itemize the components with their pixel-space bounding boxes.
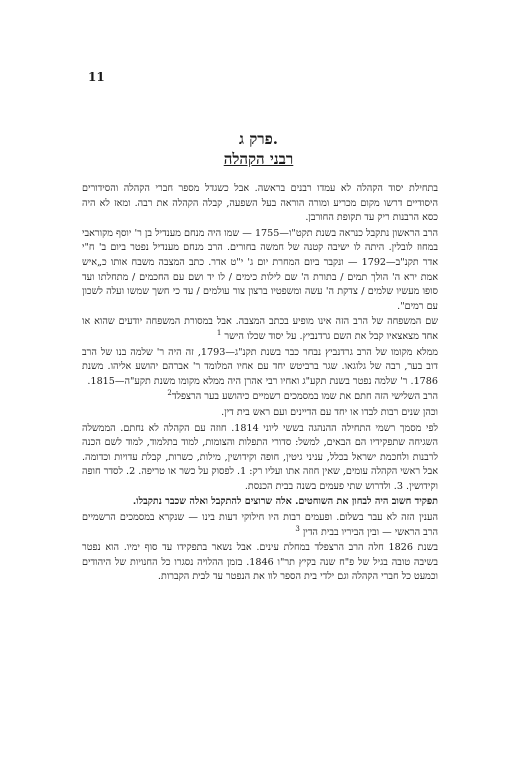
paragraph-text: הרב השלישי הזה חתם את שמו במסמכים רשמיים כיהושע בער הרצפלד [171, 391, 438, 403]
paragraph-text: ממלא מקומו של הרב גרדנביץ נבחר כבר בשנת תקנ"ג—1793, זה היה ר' שלמה בנו של הרב דוב בער, רבה של גלוגאו. שגר ברביטש יחד עם אחיו המלומד ר' אברהם יהושע אליהו. משנת 1786. ר' שלמה נפטר בשנת תקע"ג ואחיו רבי אהרן היה ממלא מקומו משנת תקע"ה—1815. [82, 346, 438, 387]
chapter-subtitle: רבני הקהלה [223, 150, 294, 168]
footnote-marker: 1 [216, 328, 222, 337]
paragraph-text: שם המשפחה של הרב הזה אינו מופיע בכתב המצבה. אבל במסורת המשפחה יודעים שהוא או אחד מצאצאיו קבל את השם גרדנביץ. על יסוד שכלו הישר [82, 316, 438, 342]
page-number: 11 [88, 70, 105, 84]
paragraph [82, 495, 438, 510]
paragraph-text: לפי מסמך רשמי התחילה ההנהגה בששי ליוני 1814. חוזה עם הקהלה לא נחתם. הממשלה השגיחה שתפקידיו הם הבאים, למשל: סדורי התפלות והצומות, למוד בתלמוד, למוד לשם הכנה לרבנות ולחכמת ישראל בכלל, עניני גיטין, חופה וקידושין, מילות, כשרות, קבלת עדויות וכדומה. אבל ראשי הקהלה עומים, שאין חוזה אתו ועליו רק: 1. לפסוק על כשר או טריפה. 2. לסדר חופה וקידושין. 3. ולדרוש שתי פעמים בשנה בבית הכנסת. [82, 422, 438, 492]
paragraph [82, 422, 438, 495]
paragraph [82, 227, 438, 315]
paragraph [82, 315, 438, 344]
paragraph [82, 541, 438, 585]
paragraph-text: הענין הזה לא עבר בשלום. ופעמים רבות היו חילוקי דעות בינו — שנקרא במסמכים הרשמיים הרב הראשי — ובין הביריו בבית הדין [82, 512, 438, 538]
paragraph-text: וכהן שנים רבות לבדו או יחד עם הדיינים ועם ראש בית דין. [221, 406, 438, 418]
chapter-title: פרק ג. [239, 130, 278, 148]
body-text [82, 182, 438, 586]
paragraph [82, 406, 438, 421]
paragraph-text: בשנת 1826 חלה הרב הרצפלד במחלת עינים. אבל נשאר בתפקידו עד סוף ימיו. הוא נפטר בשיבה טובה בגיל של פ"ח שנה בקיץ תר"ו 1846. בזמן ההלויה נסגרו כל החנויות של היהודים וכמעט כל חברי הקהלה וגם ילדי בית הספר לוו את הנפטר עד לבית הקברות. [82, 542, 439, 583]
footnote-marker: 2 [167, 389, 172, 398]
paragraph-text: בתחילת יסוד הקהלה לא עמדו רבנים בראשה. אבל כשגדל מספר חברי הקהלה והסידורים היסודיים דרשו מקום מכריע ומורה הוראה בעל השפעה, קבלה הקהלה את רבה. ומאז לא היה כסא הרבנות ריק עד תקופת החורבן. [82, 183, 438, 224]
paragraph [82, 346, 438, 390]
paragraph [82, 390, 438, 405]
paragraph [82, 182, 438, 226]
footnote-marker: 3 [295, 524, 300, 533]
paragraph-text: תפקיד חשוב היה לבחון את השוחטים. אלה שרוצים להתקבל ואלה שכבר נתקבלו. [132, 496, 438, 508]
paragraph [82, 511, 438, 540]
paragraph-text: הרב הראשון נתקבל כנראה בשנת תקט"ו—1755 — שמו היה מנחם מענדיל בן ר' יוסף מקוראבי במחוז לובלין. היתה לו ישיבה קטנה של חמשה בחורים. הרב מנחם מענדיל נפטר ביום ב' ח"י אדר תקנ"ב—1792 — ונקבר ביום המחרת יום ג' י"ט אדר. כתב המצבה משבח אותו כ„איש אמת ירא ה' הולך תמים / בתורת ה' שם לילות כימים / לו יד ושם עם החכמים / מתחלתו ועד סופו מעשיו שלמים / צדקת ה' עשה ומשפטיו ברצון צור עולמים / עד כי חשך שמשו ועלה לשכון עם רמים". [82, 227, 438, 312]
